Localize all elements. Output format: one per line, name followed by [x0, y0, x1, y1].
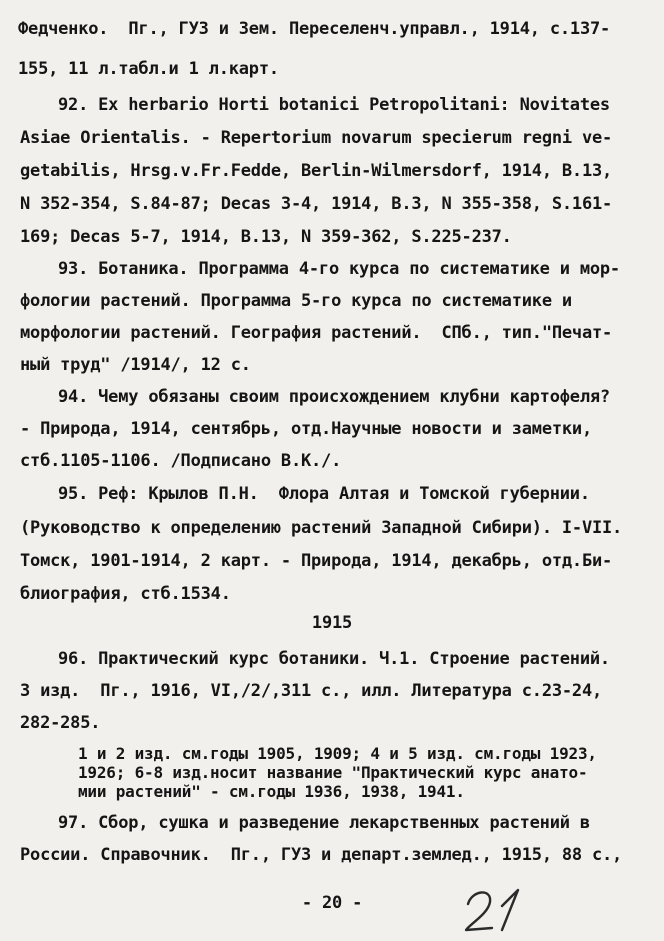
- text-line: фологии растений. Программа 5-го курса по систематике и: [20, 291, 572, 311]
- entry-95-line: 95. Реф: Крылов П.Н. Флора Алтая и Томской губернии.: [58, 484, 590, 504]
- note-line: 1926; 6-8 изд.носит название "Практический курс анато-: [78, 763, 588, 782]
- entry-92-line: 92. Ex herbario Horti botanici Petropolitani: Novitates: [58, 95, 610, 115]
- text-line: N 352-354, S.84-87; Decas 3-4, 1914, B.3, N 355-358, S.161-: [20, 194, 613, 214]
- text-line: Asiae Orientalis. - Repertorium novarum specierum regni ve-: [20, 128, 613, 148]
- note-line: 1 и 2 изд. см.годы 1905, 1909; 4 и 5 изд. см.годы 1923,: [78, 744, 597, 763]
- text-line: 155, 11 л.табл.и 1 л.карт.: [18, 59, 279, 79]
- page-number: - 20 -: [301, 893, 363, 913]
- entry-97-line: 97. Сбор, сушка и разведение лекарственных растений в: [58, 813, 590, 833]
- entry-94-line: 94. Чему обязаны своим происхождением клубни картофеля?: [58, 387, 610, 407]
- entry-96-line: 96. Практический курс ботаники. Ч.1. Строение растений.: [58, 649, 610, 669]
- year-heading: 1915: [311, 613, 353, 633]
- text-line: морфологии растений. География растений. СПб., тип."Печат-: [20, 323, 613, 343]
- text-line: 169; Decas 5-7, 1914, B.13, N 359-362, S.225-237.: [20, 227, 512, 247]
- text-line: ный труд" /1914/, 12 с.: [20, 355, 251, 375]
- text-line: - Природа, 1914, сентябрь, отд.Научные новости и заметки,: [20, 419, 592, 439]
- text-line: getabilis, Hrsg.v.Fr.Fedde, Berlin-Wilmersdorf, 1914, B.13,: [20, 161, 613, 181]
- text-line: блиография, стб.1534.: [20, 584, 231, 604]
- text-line: Томск, 1901-1914, 2 карт. - Природа, 1914, декабрь, отд.Би-: [20, 551, 613, 571]
- note-line: мии растений" - см.годы 1936, 1938, 1941.: [78, 782, 465, 801]
- text-line: Федченко. Пг., ГУЗ и Зем. Переселенч.управл., 1914, с.137-: [18, 19, 611, 39]
- text-line: (Руководство к определению растений Западной Сибири). I-VII.: [20, 518, 623, 538]
- entry-93-line: 93. Ботаника. Программа 4-го курса по систематике и мор-: [58, 259, 620, 279]
- text-line: 3 изд. Пг., 1916, VI,/2/,311 с., илл. Литература с.23-24,: [20, 681, 603, 701]
- text-line: стб.1105-1106. /Подписано В.К./.: [20, 451, 342, 471]
- text-line: России. Справочник. Пг., ГУЗ и департ.землед., 1915, 88 с.,: [20, 845, 623, 865]
- text-line: 282-285.: [20, 713, 101, 733]
- handwritten-page-number: [462, 884, 532, 934]
